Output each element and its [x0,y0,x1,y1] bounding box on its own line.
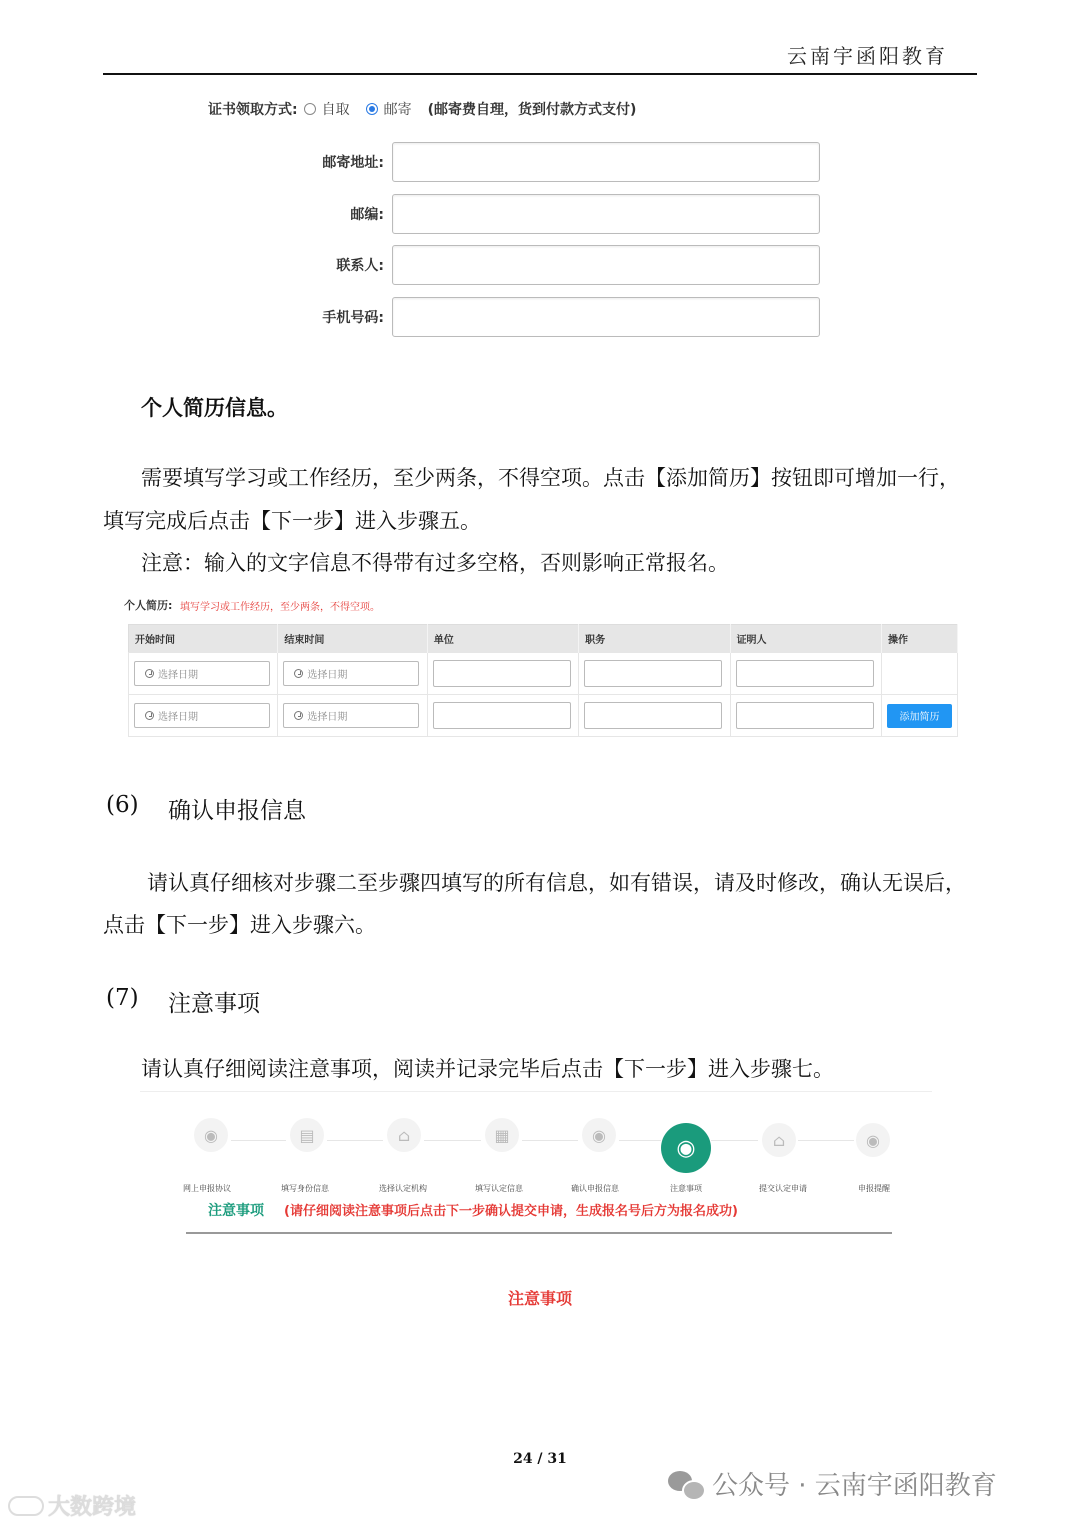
step-connector [424,1140,481,1141]
col-unit: 单位 [427,625,578,653]
step-6-eye-icon-active[interactable]: ◉ [661,1123,711,1173]
section6-title: 确认申报信息 [168,798,306,824]
address-label: 邮寄地址: [322,155,384,171]
clock-icon [145,669,154,678]
table-row [129,653,958,695]
section6-line1: 请认真仔细核对步骤二至步骤四填写的所有信息，如有错误，请及时修改，确认无误后， [147,871,966,895]
step-connector [798,1140,854,1141]
unit-input[interactable] [433,702,571,729]
mail-note: (邮寄费自理，货到付款方式支付) [427,102,637,118]
start-date-input[interactable] [134,661,270,686]
notice-bar-note: (请仔细阅读注意事项后点击下一步确认提交申请，生成报名号后方为报名成功) [284,1204,738,1219]
witness-input[interactable] [736,660,874,687]
step-8-label: 申报提醒 [858,1184,890,1193]
form-row-address [224,142,820,182]
header-title: 云南宇函阳教育 [787,44,948,68]
notice-center-title: 注意事项 [507,1289,572,1308]
step-connector [711,1140,758,1141]
step-5-eye-icon[interactable]: ◉ [582,1118,616,1152]
notice-bar-rule [186,1232,892,1234]
section7-line1: 请认真仔细阅读注意事项，阅读并记录完毕后点击【下一步】进入步骤七。 [141,1057,834,1081]
step-1-label: 网上申报协议 [183,1184,231,1193]
step-7-label: 提交认定申请 [759,1184,807,1193]
step-8-eye-icon[interactable]: ◉ [856,1123,890,1157]
witness-input[interactable] [736,702,874,729]
step-connector [522,1140,578,1141]
step-2-label: 填写身份信息 [281,1184,329,1193]
end-date-input[interactable] [283,661,419,686]
phone-label: 手机号码: [322,310,384,326]
cert-method-label: 证书领取方式: [208,102,298,118]
contact-label: 联系人: [336,258,384,274]
step-connector [619,1140,661,1141]
step-4-label: 填写认定信息 [475,1184,523,1193]
wechat-watermark-text: 公众号 · 云南宇函阳教育 [712,1471,997,1501]
add-resume-button[interactable]: 添加简历 [887,704,952,728]
header-rule [103,73,977,75]
resume-table-hint: 填写学习或工作经历，至少两条，不得空项。 [180,602,380,613]
resume-note: 注意：输入的文字信息不得带有过多空格，否则影响正常报名。 [141,551,729,575]
stepper-top-line [140,1091,932,1092]
table-header-row [129,625,958,653]
unit-input[interactable] [433,660,571,687]
wechat-watermark [668,1465,997,1502]
date-placeholder: 选择日期 [158,670,198,681]
position-input[interactable] [584,660,722,687]
col-action: 操作 [882,625,958,653]
radio-mail-label[interactable]: 邮寄 [383,102,412,118]
resume-para-line1: 需要填写学习或工作经历，至少两条，不得空项。点击【添加简历】按钮即可增加一行， [141,466,960,490]
address-input[interactable] [392,142,820,182]
position-input[interactable] [584,702,722,729]
col-end-time: 结束时间 [278,625,427,653]
phone-input[interactable] [392,297,820,337]
radio-mail[interactable] [366,103,378,115]
clock-icon [294,669,303,678]
form-row-contact [224,245,820,285]
wechat-icon [668,1469,704,1499]
col-position: 职务 [579,625,730,653]
step-2-form-icon[interactable]: ▤ [290,1118,324,1152]
step-4-document-icon[interactable]: ▦ [485,1118,519,1152]
step-5-label: 确认申报信息 [571,1184,619,1193]
clock-icon [294,711,303,720]
date-placeholder: 选择日期 [158,712,198,723]
step-3-bank-icon[interactable]: ⌂ [387,1118,421,1152]
resume-table-label: 个人简历: [124,599,173,612]
zip-input[interactable] [392,194,820,234]
col-start-time: 开始时间 [129,625,278,653]
step-connector [327,1140,383,1141]
end-date-input[interactable] [283,703,419,728]
date-placeholder: 选择日期 [307,712,348,723]
resume-para-line2: 填写完成后点击【下一步】进入步骤五。 [103,509,481,533]
date-placeholder: 选择日期 [307,670,348,681]
clock-icon [145,711,154,720]
step-3-label: 选择认定机构 [379,1184,427,1193]
resume-heading: 个人简历信息。 [141,395,288,420]
start-date-input[interactable] [134,703,270,728]
section7-number: (7) [106,985,139,1011]
contact-input[interactable] [392,245,820,285]
notice-bar-title: 注意事项 [208,1203,264,1219]
form-row-phone [224,297,820,337]
source-watermark [8,1490,136,1521]
watermark-logo-icon [8,1496,44,1516]
step-6-label: 注意事项 [670,1184,702,1193]
col-witness: 证明人 [730,625,881,653]
page-number: 24 / 31 [513,1451,567,1467]
form-row-zip [224,194,820,234]
zip-label: 邮编: [350,207,384,223]
table-row [129,695,958,737]
step-1-eye-icon[interactable]: ◉ [194,1118,228,1152]
step-7-house-icon[interactable]: ⌂ [762,1123,796,1157]
section7-title: 注意事项 [168,991,260,1017]
resume-table [128,624,958,737]
radio-self[interactable] [304,103,316,115]
cert-method-row [208,99,636,119]
action-cell-empty [882,653,958,695]
section6-number: (6) [106,792,139,818]
source-watermark-text: 大数跨境 [48,1495,137,1520]
step-connector [231,1140,286,1141]
radio-self-label[interactable]: 自取 [321,102,350,118]
section6-line2: 点击【下一步】进入步骤六。 [103,913,376,937]
